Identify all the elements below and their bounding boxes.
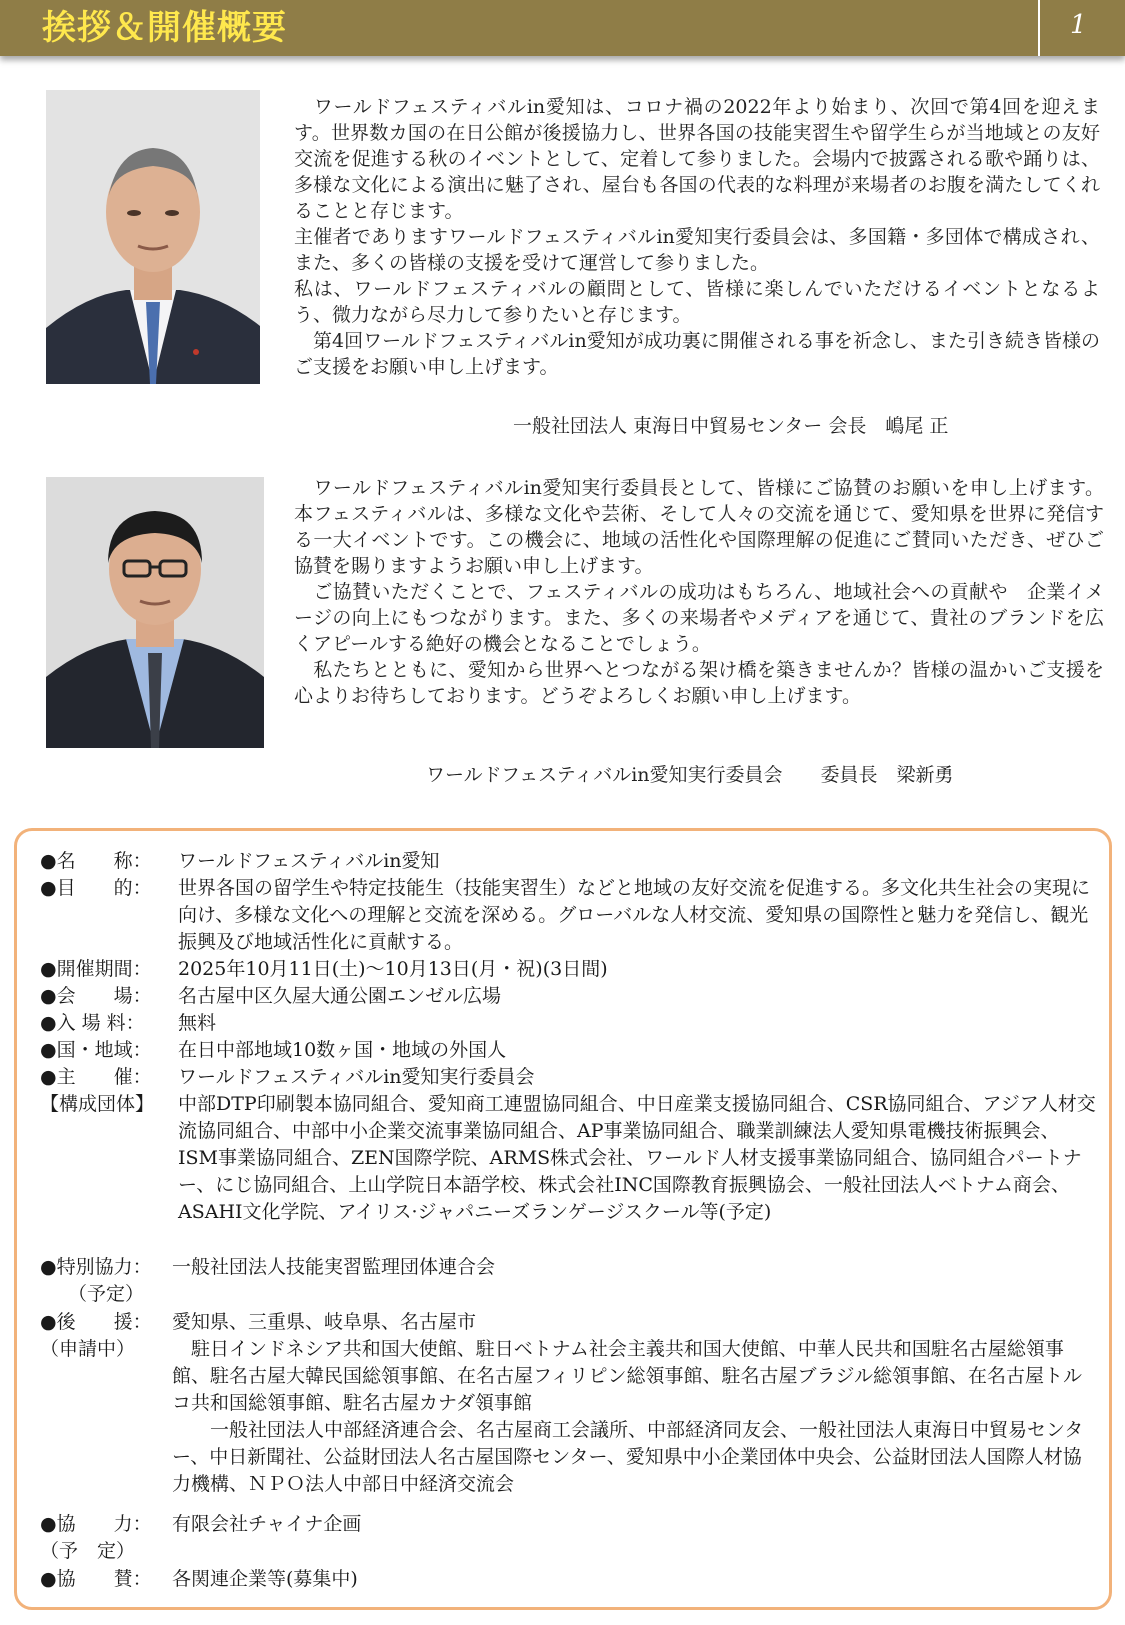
overview-label: ●後 援： — [40, 1311, 152, 1333]
greeting-chairman-text — [294, 94, 1100, 380]
overview-sublabel: （申請中） — [40, 1338, 136, 1360]
overview-value: 2025年10月11日(土)～10月13日(月・祝)(3日間) — [178, 958, 608, 980]
overview-label: ●入 場 料： — [40, 1012, 145, 1034]
overview-fee-row — [40, 1010, 1096, 1037]
overview-label: ●開催期間： — [40, 958, 152, 980]
greeting-paragraph: 第4回ワールドフェスティバルin愛知が成功裏に開催される事を祈念し、また引き続き皆様のご支援をお願い申し上げます。 — [294, 330, 1100, 378]
overview-value: 中部DTP印刷製本協同組合、愛知商工連盟協同組合、中日産業支援協同組合、CSR協同組合、アジア人材交流協同組合、中部中小企業交流事業協同組合、AP事業協同組合、職業訓練法人愛知県電機技術振興会、ISM事業協同組合、ZEN国際学院、ARMS株式会社、ワールド人材支援事業協同組合、協同組合パートナー、にじ協同組合、上山学院日本語学校、株式会社INC国際教育振興協会、一般社団法人ベトナム商会、ASAHI文化学院、アイリス·ジャパニーズランゲージスクール等(予定) — [178, 1093, 1096, 1223]
overview-label: ●主 催： — [40, 1066, 152, 1088]
overview-period-row — [40, 956, 1096, 983]
overview-label: ●会 場： — [40, 985, 152, 1007]
overview-special-row — [40, 1254, 1096, 1308]
header-divider — [1038, 0, 1040, 56]
overview-cooperation-row — [40, 1511, 1096, 1565]
overview-name-row — [40, 848, 1096, 875]
overview-support-row — [40, 1309, 1096, 1498]
greeting-paragraph: 私は、ワールドフェスティバルの顧問として、皆様に楽しんでいただけるイベントとなるよう、微力ながら尽力して参りたいと存じます。 — [294, 278, 1100, 326]
greeting-paragraph: 私たちとともに、愛知から世界へとつながる架け橋を築きませんか？皆様の温かいご支援を心よりお待ちしております。どうぞよろしくお願い申し上げます。 — [294, 659, 1104, 707]
greeting-paragraph: ワールドフェスティバルin愛知実行委員長として、皆様にご協賛のお願いを申し上げます。本フェスティバルは、多様な文化や芸術、そして人々の交流を通じて、愛知県を世界に発信する一大イベントです。この機会に、地域の活性化や国際理解の促進にご賛同いただき、ぜひご協賛を賜りますようお願い申し上げます。 — [294, 477, 1104, 577]
overview-label: ●名 称： — [40, 850, 152, 872]
overview-label: ●国・地域： — [40, 1039, 152, 1061]
page-header — [0, 0, 1125, 56]
chairman-photo — [46, 90, 260, 384]
overview-label: 【構成団体】 — [40, 1093, 155, 1115]
overview-sublabel: （予定） — [68, 1283, 145, 1305]
greeting-paragraph: ご協賛いただくことで、フェスティバルの成功はもちろん、地域社会への貢献や 企業イメージの向上にもつながります。また、多くの来場者やメディアを通じて、貴社のブランドを広くアピールする絶好の機会となることでしょう。 — [294, 581, 1104, 655]
overview-organizer-row — [40, 1064, 1096, 1091]
greeting-paragraph: ワールドフェスティバルin愛知は、コロナ禍の2022年より始まり、次回で第4回を迎えます。世界数カ国の在日公館が後援協力し、世界各国の技能実習生や留学生らが当地域との友好交流を促進する秋のイベントとして、定着して参りました。会場内で披露される歌や踊りは、多様な文化による演出に魅了され、屋台も各国の代表的な料理が来場者のお腹を満たしてくれることと存じます。 — [294, 96, 1100, 222]
overview-sublabel: （予 定） — [40, 1540, 136, 1562]
overview-value: ワールドフェスティバルin愛知実行委員会 — [178, 1066, 535, 1088]
portrait-image — [46, 477, 264, 748]
overview-purpose-row — [40, 875, 1096, 956]
greeting-paragraph: 主催者でありますワールドフェスティバルin愛知実行委員会は、多国籍・多団体で構成され、また、多くの皆様の支援を受けて運営して参りました。 — [294, 226, 1100, 274]
page-number: 1 — [1070, 10, 1087, 40]
overview-value: 一般社団法人技能実習監理団体連合会 — [172, 1256, 496, 1278]
overview-value: ワールドフェスティバルin愛知 — [178, 850, 440, 872]
overview-value — [172, 1309, 1096, 1498]
overview-value: 無料 — [178, 1012, 217, 1034]
overview-label: ●協 賛： — [40, 1568, 152, 1590]
overview-label: ●目 的： — [40, 877, 152, 899]
chairman-signature: 一般社団法人 東海日中貿易センター 会長 嶋尾 正 — [513, 415, 949, 437]
overview-sponsor-row — [40, 1566, 1096, 1593]
overview-value: 世界各国の留学生や特定技能生（技能実習生）などと地域の友好交流を促進する。多文化共生社会の実現に向け、多様な文化への理解と交流を深める。グローバルな人材交流、愛知県の国際性と魅力を発信し、観光振興及び地域活性化に貢献する。 — [178, 877, 1091, 953]
greeting-committee-text — [294, 475, 1104, 709]
overview-value: 有限会社チャイナ企画 — [172, 1513, 362, 1535]
overview-label: ●協 力： — [40, 1513, 152, 1535]
overview-venue-row — [40, 983, 1096, 1010]
overview-label: ●特別協力： — [40, 1256, 152, 1278]
support-line: 駐日インドネシア共和国大使館、駐日ベトナム社会主義共和国大使館、中華人民共和国駐名古屋総領事館、駐名古屋大韓民国総領事館、在名古屋フィリピン総領事館、駐名古屋ブラジル総領事館、在名古屋トルコ共和国総領事館、駐名古屋カナダ領事館 — [172, 1338, 1083, 1414]
committee-signature: ワールドフェスティバルin愛知実行委員会 委員長 梁新勇 — [426, 764, 954, 786]
overview-members-row — [40, 1091, 1096, 1253]
committee-chair-photo — [46, 477, 264, 748]
overview-value: 各関連企業等(募集中) — [172, 1568, 358, 1590]
portrait-image — [46, 90, 260, 384]
page-title: 挨拶＆開催概要 — [42, 8, 287, 48]
support-line: 愛知県、三重県、岐阜県、名古屋市 — [172, 1311, 477, 1333]
overview-value: 名古屋中区久屋大通公園エンゼル広場 — [178, 985, 502, 1007]
support-line: 一般社団法人中部経済連合会、名古屋商工会議所、中部経済同友会、一般社団法人東海日中貿易センター、中日新聞社、公益財団法人名古屋国際センター、愛知県中小企業団体中央会、公益財団法人国際人材協力機構、ＮＰＯ法人中部日中経済交流会 — [172, 1419, 1084, 1495]
overview-value: 在日中部地域10数ヶ国・地域の外国人 — [178, 1039, 507, 1061]
overview-countries-row — [40, 1037, 1096, 1064]
